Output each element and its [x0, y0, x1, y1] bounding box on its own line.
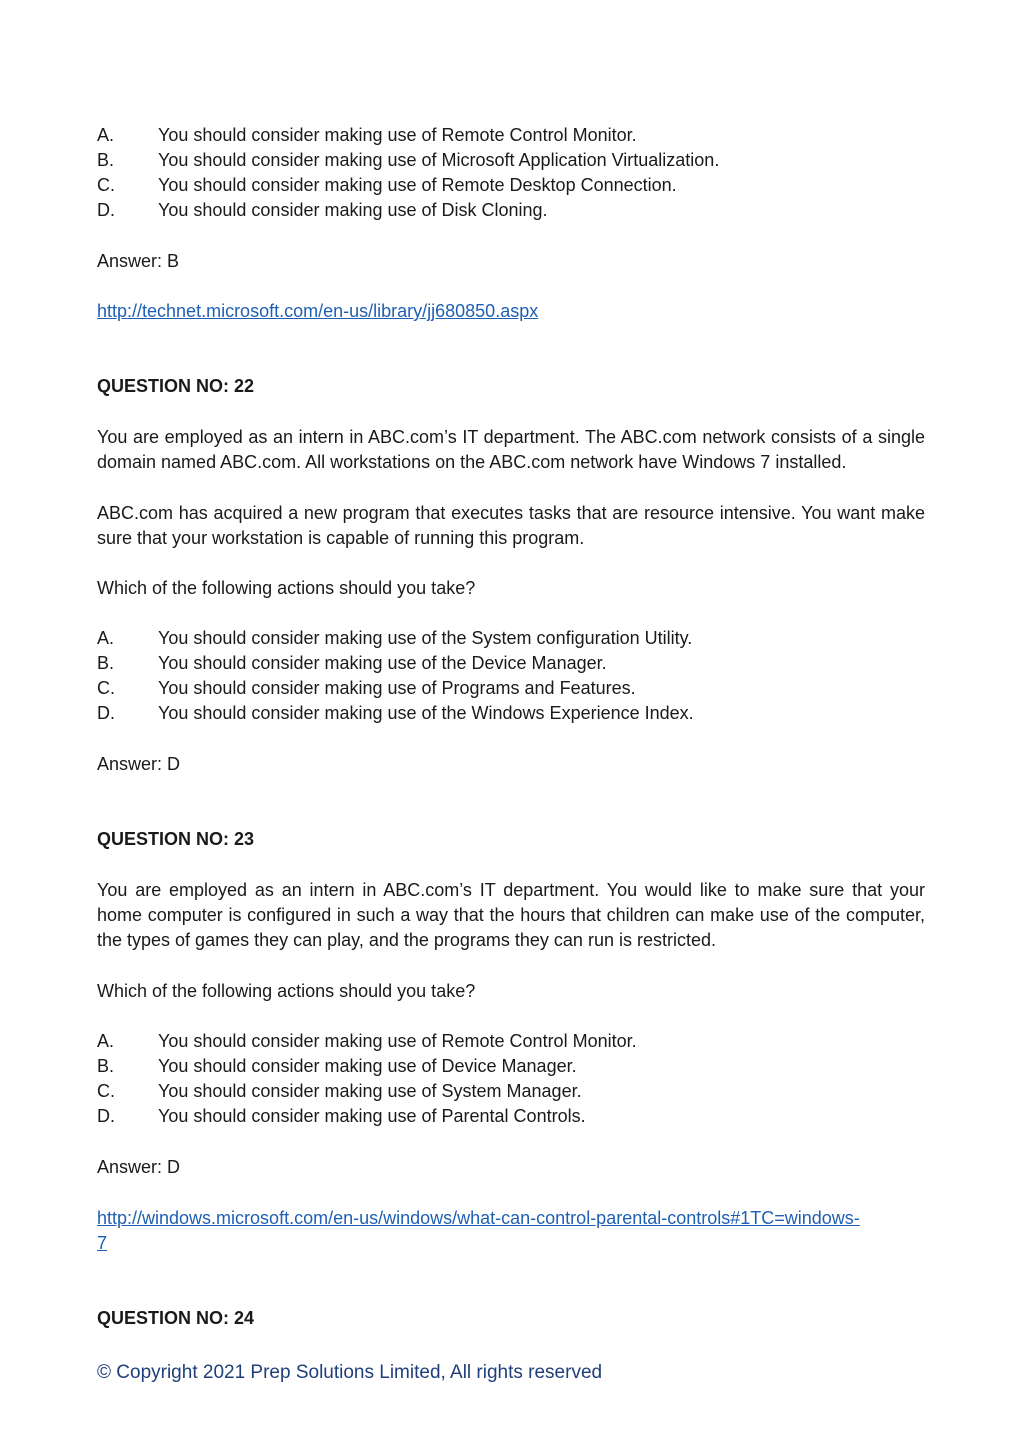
document-page [97, 0, 925, 1447]
list-item [97, 148, 719, 173]
option-letter: C. [97, 175, 115, 195]
option-letter: D. [97, 703, 115, 723]
question-heading: QUESTION NO: 23 [97, 829, 255, 849]
option-text: You should consider making use of Disk Cloning. [158, 200, 548, 220]
option-text: You should consider making use of Remote Control Monitor. [158, 125, 637, 145]
list-item [97, 173, 677, 198]
option-letter: A. [97, 628, 115, 648]
option-letter: D. [97, 1106, 115, 1126]
option-letter: C. [97, 678, 115, 698]
option-letter: C. [97, 1081, 115, 1101]
list-item [97, 701, 694, 726]
option-letter: A. [97, 1031, 115, 1051]
list-item [97, 626, 692, 651]
question-prompt: Which of the following actions should you take? [97, 981, 476, 1001]
option-text: You should consider making use of Parental Controls. [158, 1106, 586, 1126]
option-letter: B. [97, 653, 115, 673]
question-heading: QUESTION NO: 24 [97, 1308, 255, 1328]
question-prompt: Which of the following actions should you take? [97, 578, 476, 598]
list-item [97, 123, 637, 148]
option-letter: B. [97, 150, 115, 170]
option-letter: B. [97, 1056, 115, 1076]
list-item [97, 1079, 582, 1104]
list-item [97, 651, 607, 676]
option-text: You should consider making use of System Manager. [158, 1081, 582, 1101]
option-letter: D. [97, 200, 115, 220]
option-text: You should consider making use of the System configuration Utility. [158, 628, 693, 648]
list-item [97, 676, 636, 701]
option-text: You should consider making use of Remote Desktop Connection. [158, 175, 677, 195]
question-paragraph: You are employed as an intern in ABC.com’s IT department. You would like to make sure that your home computer is configured in such a way that the hours that children can make use of the computer, the types of games they can play, and the programs they can run is restricted. [97, 880, 925, 950]
option-text: You should consider making use of Programs and Features. [158, 678, 636, 698]
question-heading: QUESTION NO: 22 [97, 376, 255, 396]
reference-link[interactable]: http://technet.microsoft.com/en-us/library/jj680850.aspx [97, 301, 539, 321]
copyright-footer: © Copyright 2021 Prep Solutions Limited, All rights reserved [97, 1362, 603, 1383]
answer-text: Answer: D [97, 1157, 181, 1177]
list-item [97, 1029, 637, 1054]
option-text: You should consider making use of Microsoft Application Virtualization. [158, 150, 720, 170]
answer-text: Answer: B [97, 251, 180, 271]
question-paragraph: You are employed as an intern in ABC.com’s IT department. The ABC.com network consists of a single domain named ABC.com. All workstations on the ABC.com network have Windows 7 installed. [97, 427, 925, 472]
list-item [97, 1054, 577, 1079]
option-text: You should consider making use of Remote Control Monitor. [158, 1031, 637, 1051]
option-text: You should consider making use of the Device Manager. [158, 653, 607, 673]
list-item [97, 1104, 586, 1129]
list-item [97, 198, 548, 223]
answer-text: Answer: D [97, 754, 181, 774]
option-text: You should consider making use of the Windows Experience Index. [158, 703, 694, 723]
reference-link[interactable]: http://windows.microsoft.com/en-us/windows/what-can-control-parental-controls#1TC=windows- [97, 1208, 860, 1228]
question-paragraph: ABC.com has acquired a new program that executes tasks that are resource intensive. You want make sure that your workstation is capable of running this program. [97, 503, 925, 548]
option-text: You should consider making use of Device Manager. [158, 1056, 577, 1076]
reference-link-continuation[interactable]: 7 [97, 1233, 108, 1253]
option-letter: A. [97, 125, 115, 145]
